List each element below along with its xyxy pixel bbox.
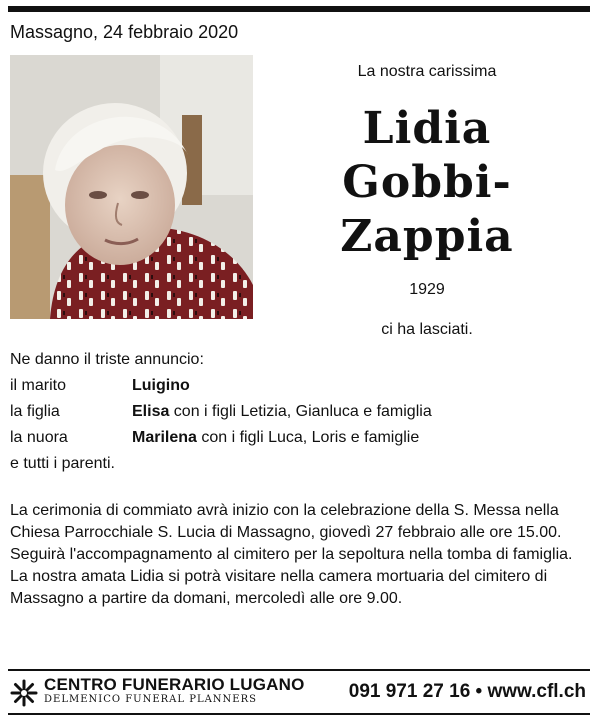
announcement-closing: e tutti i parenti.	[10, 455, 115, 472]
funeral-home-subtitle: DELMENICO FUNERAL PLANNERS	[44, 694, 257, 705]
announcement-title: Ne danno il triste annuncio:	[10, 351, 204, 368]
portrait-photo	[10, 55, 253, 319]
relative-names	[132, 425, 419, 451]
relative-name-bold: Elisa	[132, 403, 170, 420]
relative-name-rest: con i figli Luca, Loris e famiglie	[196, 429, 420, 446]
passed-away-text: ci ha lasciati.	[381, 321, 473, 338]
name-line-third: Zappia	[340, 211, 514, 262]
ceremony-paragraph: La cerimonia di commiato avrà inizio con la celebrazione della S. Messa nella Chiesa Parrocchiale S. Lucia di Massagno, giovedì 27 febbraio alle ore 15.00.	[10, 502, 562, 541]
ceremony-paragraph: Seguirà l'accompagnamento al cimitero per la sepoltura nella tomba di famiglia.	[10, 546, 573, 563]
relative-names	[132, 399, 432, 425]
relative-name-rest: con i figli Letizia, Gianluca e famiglia	[169, 403, 432, 420]
deceased-header	[300, 60, 554, 342]
funeral-home-footer	[8, 673, 590, 711]
funeral-home-contact: 091 971 27 16 • www.cfl.ch	[348, 681, 586, 702]
ceremony-paragraph: La nostra amata Lidia si potrà visitare nella camera mortuaria del cimitero di Massagno a partire da domani, mercoledì alle ore 9.00.	[10, 568, 548, 607]
birth-year: 1929	[409, 281, 445, 298]
relative-label: la figlia	[10, 403, 60, 420]
footer-rule-top	[8, 669, 590, 671]
relative-name-bold: Luigino	[132, 377, 190, 394]
snowflake-star-icon	[10, 679, 38, 707]
top-rule	[8, 6, 590, 12]
relative-name-bold: Marilena	[132, 429, 197, 446]
intro-text: La nostra carissima	[357, 63, 497, 80]
relative-row	[10, 399, 590, 425]
relative-row	[10, 425, 590, 451]
ceremony-section	[10, 500, 585, 610]
footer-rule-bottom	[8, 713, 590, 715]
relative-names	[132, 373, 190, 399]
place-date: Massagno, 24 febbraio 2020	[10, 22, 239, 42]
announcement-section	[10, 347, 590, 477]
deceased-name	[300, 102, 554, 264]
funeral-home-name: CENTRO FUNERARIO LUGANO	[44, 675, 305, 694]
name-line-first: Lidia	[362, 103, 492, 154]
name-line-second: Gobbi-	[342, 157, 512, 208]
relative-label: il marito	[10, 377, 67, 394]
relative-row	[10, 373, 590, 399]
relative-label: la nuora	[10, 429, 68, 446]
